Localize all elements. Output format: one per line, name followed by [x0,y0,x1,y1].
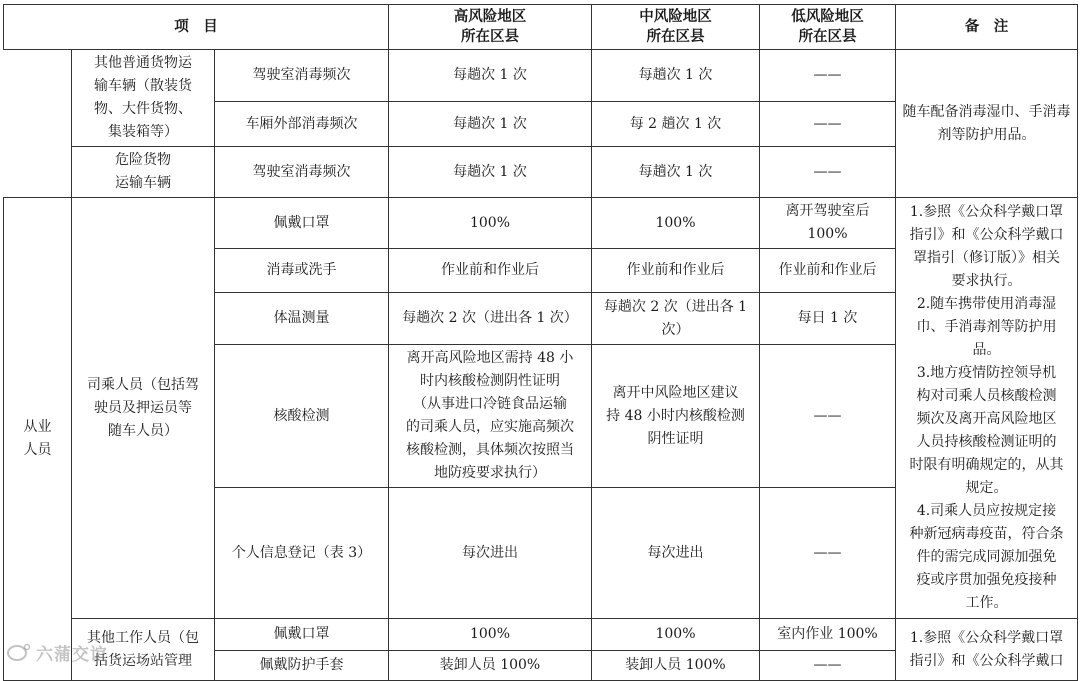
table-cell: 每趟次 1 次 [389,147,592,198]
vehicle-group-blank [4,50,72,198]
table-cell: —— [760,147,896,198]
header-project: 项 目 [4,5,389,50]
table-cell: 每次进出 [389,488,592,619]
table-cell: —— [760,488,896,619]
table-cell: 每趟次 1 次 [592,50,760,102]
cab-disinfection-label: 驾驶室消毒频次 [215,147,389,198]
table-cell: 每趟次 2 次（进出各 1 次） [592,293,760,345]
header-high-risk: 高风险地区 所在区县 [389,5,592,50]
temperature-label: 体温测量 [215,293,389,345]
table-row [4,619,1078,651]
epidemic-prevention-table [3,4,1078,681]
table-cell: 作业前和作业后 [760,249,896,293]
vehicle-note: 随车配备消毒湿巾、手消毒剂等防护用品。 [896,50,1078,198]
table-cell: 作业前和作业后 [592,249,760,293]
gloves-label: 佩戴防护手套 [215,651,389,681]
table-cell: 每次进出 [592,488,760,619]
table-cell: 每趟次 1 次 [389,102,592,147]
table-cell: 每趟次 2 次（进出各 1 次） [389,293,592,345]
table-cell: 100% [592,198,760,249]
table-cell: —— [760,50,896,102]
wash-label: 消毒或洗手 [215,249,389,293]
table-row [4,50,1078,102]
table-cell: 100% [389,198,592,249]
watermark-logo-icon [6,642,32,662]
table-cell: 每趟次 1 次 [389,50,592,102]
table-cell: 每 2 趟次 1 次 [592,102,760,147]
driver-notes: 1.参照《公众科学戴口罩 指引》和《公众科学戴口 罩指引（修订版）》相关 要求执行。 2.随车携带使用消毒湿 巾、手消毒剂等防护用 品。 3.地方疫情防控领导机 构对司乘人员核酸检测 频次及离开高风险地区 人员持核酸检测证明的 时限有明确规定的，从其 规定。 4.司乘人员应按规定接 种新冠病毒疫苗，符合条 件的需完成同源加强免 疫或序贯加强免疫接种 工作。 [896,198,1078,619]
table-cell: 室内作业 100% [760,619,896,651]
table-cell: 100% [592,619,760,651]
table-cell: 每日 1 次 [760,293,896,345]
info-registration-label: 个人信息登记（表 3） [215,488,389,619]
table-cell: 100% [389,619,592,651]
exterior-disinfection-label: 车厢外部消毒频次 [215,102,389,147]
mask-label: 佩戴口罩 [215,198,389,249]
staff-group-label: 从业 人员 [4,198,72,681]
table-cell: 作业前和作业后 [389,249,592,293]
other-staff-notes: 1.参照《公众科学戴口罩 指引》和《公众科学戴口 [896,619,1078,681]
table-cell: 每趟次 1 次 [592,147,760,198]
table-cell: —— [760,345,896,488]
table-cell: 装卸人员 100% [592,651,760,681]
table-cell: —— [760,102,896,147]
nucleic-label: 核酸检测 [215,345,389,488]
header-low-risk: 低风险地区 所在区县 [760,5,896,50]
table-cell: —— [760,651,896,681]
table-cell: 装卸人员 100% [389,651,592,681]
header-remarks: 备 注 [896,5,1078,50]
header-row [4,5,1078,50]
table-cell: 离开中风险地区建议 持 48 小时内核酸检测 阴性证明 [592,345,760,488]
watermark-text: 六蒲交谊 [36,645,108,665]
table-cell: 离开驾驶室后 100% [760,198,896,249]
dangerous-vehicle-label: 危险货物 运输车辆 [72,147,215,198]
header-mid-risk: 中风险地区 所在区县 [592,5,760,50]
mask-label: 佩戴口罩 [215,619,389,651]
driver-label: 司乘人员（包括驾 驶员及押运员等 随车人员） [72,198,215,619]
table-row [4,198,1078,249]
table-cell: 离开高风险地区需持 48 小 时内核酸检测阴性证明 （从事进口冷链食品运输 的司乘人员，应实施高频次 核酸检测，具体频次按照当 地防疫要求执行） [389,345,592,488]
cab-disinfection-label: 驾驶室消毒频次 [215,50,389,102]
other-staff-label: 其他工作人员（包 括货运场站管理 [72,619,215,681]
ordinary-vehicle-label: 其他普通货物运 输车辆（散装货 物、大件货物、 集装箱等） [72,50,215,147]
